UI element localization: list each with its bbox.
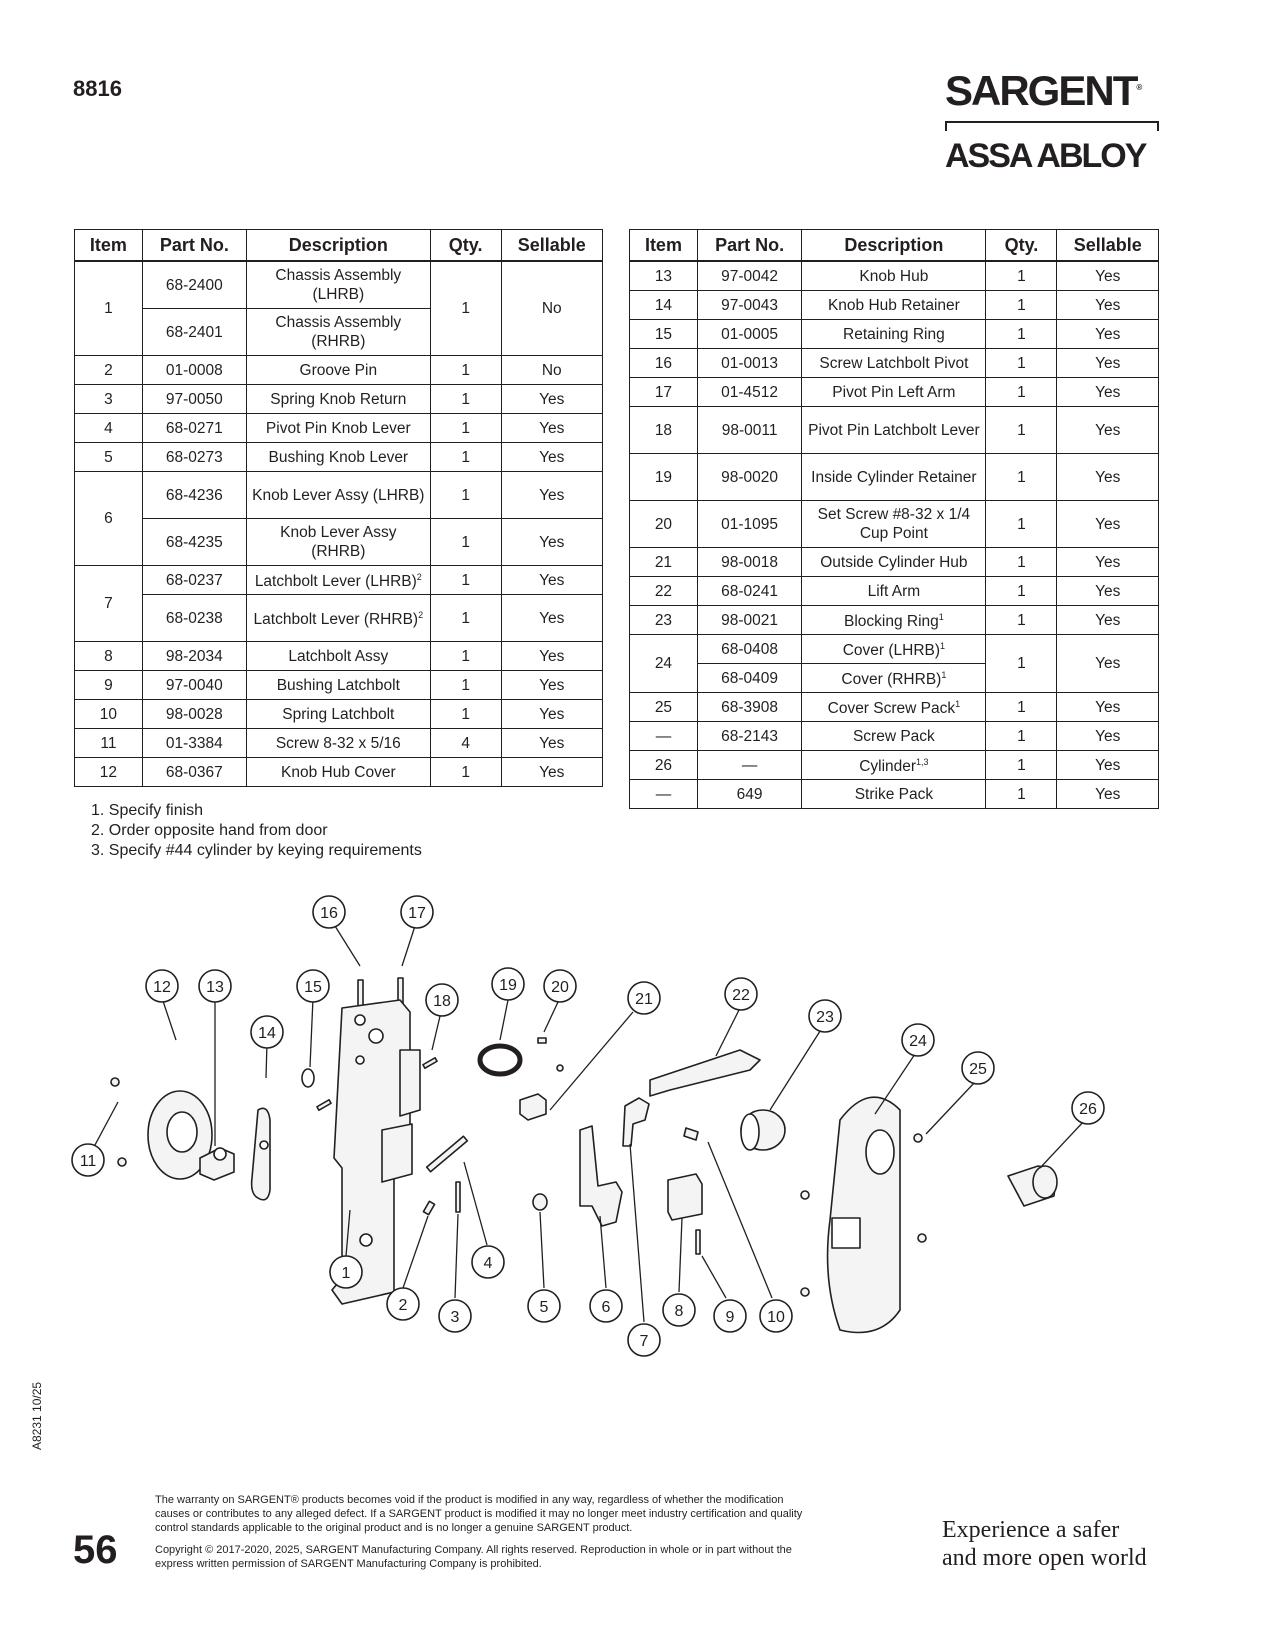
callout-label: 8	[674, 1303, 684, 1320]
header-sellable: Sellable	[1057, 230, 1159, 262]
part-groove-pin	[423, 1201, 434, 1214]
cell-sellable: Yes	[1057, 261, 1159, 291]
page-number: 56	[73, 1528, 118, 1572]
cell-item: 11	[75, 729, 143, 758]
cell-sellable: Yes	[501, 414, 602, 443]
cell-part: —	[697, 751, 801, 780]
part-cover-screw	[801, 1288, 809, 1296]
part-latchbolt-lever	[623, 1098, 649, 1146]
cell-sellable: Yes	[1057, 548, 1159, 577]
part-retainer-hole	[260, 1141, 268, 1149]
cell-sellable: Yes	[1057, 635, 1159, 693]
table-row	[75, 385, 603, 414]
table-row	[75, 642, 603, 671]
cell-item: 17	[630, 378, 698, 407]
part-cover-screw	[914, 1134, 922, 1142]
part-chassis-hole	[355, 1015, 365, 1025]
table-row	[630, 548, 1159, 577]
cell-part: 68-2143	[697, 722, 801, 751]
cell-item: 9	[75, 671, 143, 700]
callout-label: 24	[909, 1033, 927, 1050]
cell-desc: Spring Latchbolt	[246, 700, 430, 729]
tagline	[942, 1516, 1172, 1572]
leader-line	[770, 1028, 822, 1110]
callout-label: 3	[450, 1309, 460, 1326]
cell-qty: 1	[430, 700, 501, 729]
callout-label: 9	[725, 1309, 735, 1326]
cell-item: 12	[75, 758, 143, 787]
cell-item: 16	[630, 349, 698, 378]
callout-label: 19	[499, 977, 517, 994]
cell-qty: 1	[986, 454, 1057, 501]
table-row	[75, 472, 603, 519]
cell-part: 68-2401	[142, 309, 246, 356]
cell-desc: Cylinder$^{1,3}$	[802, 751, 986, 780]
cell-qty: 1	[986, 548, 1057, 577]
header-part-no: Part No.	[142, 230, 246, 262]
part-outside-cylinder-hub	[520, 1094, 546, 1120]
cell-desc: Chassis Assembly (RHRB)	[246, 309, 430, 356]
callout-label: 23	[816, 1009, 834, 1026]
part-pivot-pin-knob-lever	[427, 1136, 468, 1171]
cell-part: 68-0241	[697, 577, 801, 606]
cell-sellable: Yes	[1057, 291, 1159, 320]
cell-sellable: No	[501, 261, 602, 356]
table-row	[630, 751, 1159, 780]
cell-part: 97-0040	[142, 671, 246, 700]
table-row	[75, 758, 603, 787]
cell-qty: 1	[986, 577, 1057, 606]
cell-item: 7	[75, 566, 143, 642]
part-chassis-bracket	[400, 1050, 420, 1116]
cell-desc: Strike Pack	[802, 780, 986, 809]
cell-part: 68-0408	[697, 635, 801, 664]
leader-line	[550, 1012, 633, 1110]
callout-label: 22	[732, 987, 750, 1004]
cell-sellable: Yes	[1057, 577, 1159, 606]
table-row	[75, 519, 603, 566]
cell-qty: 1	[986, 501, 1057, 548]
cell-qty: 1	[430, 519, 501, 566]
cell-item: 8	[75, 642, 143, 671]
leader-line	[402, 926, 415, 966]
cell-desc: Spring Knob Return	[246, 385, 430, 414]
cell-desc: Knob Hub Retainer	[802, 291, 986, 320]
cell-desc: Outside Cylinder Hub	[802, 548, 986, 577]
cell-qty: 1	[430, 443, 501, 472]
part-cover-cylinder-hole	[866, 1130, 894, 1174]
leader-line	[162, 998, 176, 1040]
cell-part: 68-0237	[142, 566, 246, 595]
cell-sellable: Yes	[501, 700, 602, 729]
callout-label: 1	[341, 1265, 351, 1282]
cell-desc: Bushing Knob Lever	[246, 443, 430, 472]
cell-item: 1	[75, 261, 143, 356]
cell-part: 68-0273	[142, 443, 246, 472]
cell-part: 68-0367	[142, 758, 246, 787]
table-row	[630, 780, 1159, 809]
cell-item: 18	[630, 407, 698, 454]
cell-part: 98-0021	[697, 606, 801, 635]
cell-part: 01-0013	[697, 349, 801, 378]
part-pivot-pin-latchbolt-lever	[423, 1058, 437, 1068]
header-item: Item	[75, 230, 143, 262]
table-row	[75, 414, 603, 443]
callout-label: 17	[408, 905, 426, 922]
cell-sellable: Yes	[1057, 693, 1159, 722]
part-chassis-hole	[369, 1029, 383, 1043]
cell-item: 15	[630, 320, 698, 349]
header-qty: Qty.	[430, 230, 501, 262]
cell-qty: 4	[430, 729, 501, 758]
part-chassis-hole	[356, 1056, 364, 1064]
cell-qty: 1	[430, 758, 501, 787]
model-number: 8816	[73, 76, 122, 101]
table-row	[75, 700, 603, 729]
part-lift-arm	[650, 1050, 760, 1096]
cell-desc: Knob Lever Assy (LHRB)	[246, 472, 430, 519]
part-set-screw-head	[557, 1065, 563, 1071]
table-row	[630, 349, 1159, 378]
cell-sellable: No	[501, 356, 602, 385]
part-bushing-latchbolt	[696, 1230, 700, 1254]
parts-table-right	[629, 229, 1159, 809]
callout-label: 2	[398, 1297, 408, 1314]
cell-qty: 1	[430, 472, 501, 519]
part-blocking-ring-face	[741, 1114, 759, 1150]
cell-qty: 1	[986, 320, 1057, 349]
header-item: Item	[630, 230, 698, 262]
cell-sellable: Yes	[1057, 780, 1159, 809]
cell-desc: Pivot Pin Left Arm	[802, 378, 986, 407]
cell-desc: Inside Cylinder Retainer	[802, 454, 986, 501]
cell-qty: 1	[430, 595, 501, 642]
callout-label: 11	[79, 1153, 97, 1170]
table-row	[75, 443, 603, 472]
cell-qty: 1	[430, 642, 501, 671]
leader-line	[310, 998, 313, 1067]
part-spring-latchbolt	[684, 1128, 698, 1140]
logo-bracket	[945, 121, 1159, 131]
cell-item: —	[630, 722, 698, 751]
cell-item: 26	[630, 751, 698, 780]
cell-desc: Cover (RHRB)$^1$	[802, 664, 986, 693]
part-knob-hub-bore	[214, 1148, 226, 1160]
part-latchbolt-assy	[668, 1174, 702, 1220]
cell-sellable: Yes	[501, 758, 602, 787]
table-row	[630, 378, 1159, 407]
leader-line	[702, 1256, 726, 1298]
table-row	[75, 729, 603, 758]
cell-sellable: Yes	[501, 385, 602, 414]
part-retaining-ring	[302, 1069, 314, 1087]
cell-desc: Pivot Pin Knob Lever	[246, 414, 430, 443]
leader-line	[926, 1082, 975, 1134]
leader-line	[464, 1162, 487, 1245]
cell-item: 22	[630, 577, 698, 606]
cell-item: 23	[630, 606, 698, 635]
cell-part: 01-4512	[697, 378, 801, 407]
cell-qty: 1	[430, 356, 501, 385]
leader-line	[679, 1218, 682, 1292]
cell-desc: Cover (LHRB)$^1$	[802, 635, 986, 664]
part-chassis-hole	[360, 1234, 372, 1246]
cell-qty: 1	[986, 261, 1057, 291]
document-code: A8231 10/25	[30, 1381, 44, 1450]
cell-desc: Latchbolt Assy	[246, 642, 430, 671]
footnote: 1. Specify finish	[91, 802, 204, 819]
cell-part: 97-0050	[142, 385, 246, 414]
header-description: Description	[802, 230, 986, 262]
cell-desc: Chassis Assembly (LHRB)	[246, 261, 430, 309]
cell-item: 25	[630, 693, 698, 722]
cell-item: 19	[630, 454, 698, 501]
cell-sellable: Yes	[1057, 320, 1159, 349]
cell-part: 68-0409	[697, 664, 801, 693]
cell-part: 97-0043	[697, 291, 801, 320]
cell-qty: 1	[430, 385, 501, 414]
part-knob-hub-cover-hole	[167, 1112, 197, 1152]
leader-line	[403, 1216, 428, 1288]
callout-label: 13	[206, 979, 224, 996]
header-qty: Qty.	[986, 230, 1057, 262]
tagline-line: Experience a safer	[942, 1517, 1120, 1543]
part-screw	[118, 1158, 126, 1166]
cell-desc: Knob Lever Assy (RHRB)	[246, 519, 430, 566]
callout-label: 18	[433, 993, 451, 1010]
table-header-row	[630, 230, 1159, 262]
cell-part: 98-0011	[697, 407, 801, 454]
cell-part: 649	[697, 780, 801, 809]
cell-desc: Screw Latchbolt Pivot	[802, 349, 986, 378]
cell-desc: Groove Pin	[246, 356, 430, 385]
part-cover	[828, 1097, 900, 1332]
cell-sellable: Yes	[501, 566, 602, 595]
cell-part: 68-0271	[142, 414, 246, 443]
part-knob-hub-retainer	[252, 1108, 270, 1199]
callout-label: 7	[639, 1333, 649, 1350]
callout-label: 5	[539, 1299, 549, 1316]
cell-sellable: Yes	[501, 595, 602, 642]
cell-desc: Latchbolt Lever (RHRB)$^2$	[246, 595, 430, 642]
cell-qty: 1	[986, 606, 1057, 635]
cell-desc: Lift Arm	[802, 577, 986, 606]
table-row	[630, 291, 1159, 320]
part-screw	[111, 1078, 119, 1086]
cell-qty: 1	[986, 722, 1057, 751]
cell-sellable: Yes	[1057, 722, 1159, 751]
table-row	[630, 606, 1159, 635]
cell-part: 98-0020	[697, 454, 801, 501]
table-row	[630, 501, 1159, 548]
callout-label: 15	[304, 979, 322, 996]
cell-sellable: Yes	[1057, 407, 1159, 454]
cell-desc: Latchbolt Lever (LHRB)$^2$	[246, 566, 430, 595]
cell-part: 98-0028	[142, 700, 246, 729]
table-row	[75, 671, 603, 700]
leader-line	[544, 1002, 558, 1032]
table-row	[630, 577, 1159, 606]
table-row	[630, 693, 1159, 722]
part-cover-window	[832, 1218, 860, 1248]
cell-qty: 1	[986, 780, 1057, 809]
cell-part: 01-0005	[697, 320, 801, 349]
sargent-wordmark: SARGENT®	[945, 67, 1143, 114]
leader-line	[335, 926, 360, 966]
exploded-parts-diagram	[60, 905, 1180, 1410]
cell-part: 97-0042	[697, 261, 801, 291]
cell-desc: Cover Screw Pack$^1$	[802, 693, 986, 722]
table-row	[630, 454, 1159, 501]
cell-part: 98-0018	[697, 548, 801, 577]
parts-table-left	[74, 229, 603, 787]
cell-item: 13	[630, 261, 698, 291]
footnotes	[91, 801, 422, 861]
table-row	[630, 320, 1159, 349]
cell-part: 68-3908	[697, 693, 801, 722]
table-row	[630, 261, 1159, 291]
cell-desc: Screw 8-32 x 5/16	[246, 729, 430, 758]
footnote: 3. Specify #44 cylinder by keying requirements	[91, 842, 422, 859]
callout-label: 12	[153, 979, 171, 996]
cell-sellable: Yes	[501, 519, 602, 566]
cell-desc: Bushing Latchbolt	[246, 671, 430, 700]
cell-sellable: Yes	[1057, 606, 1159, 635]
leader-line	[600, 1216, 606, 1288]
table-header-row	[75, 230, 603, 262]
cell-item: 3	[75, 385, 143, 414]
cell-sellable: Yes	[1057, 454, 1159, 501]
cell-sellable: Yes	[501, 443, 602, 472]
callout-label: 20	[551, 979, 569, 996]
cell-qty: 1	[430, 671, 501, 700]
cell-qty: 1	[986, 693, 1057, 722]
cell-sellable: Yes	[1057, 378, 1159, 407]
part-small-pin	[317, 1100, 331, 1110]
leader-line	[630, 1144, 644, 1322]
cell-qty: 1	[986, 407, 1057, 454]
callout-label: 14	[258, 1025, 276, 1042]
header-description: Description	[246, 230, 430, 262]
cell-qty: 1	[986, 635, 1057, 693]
part-cover-screw	[918, 1234, 926, 1242]
callout-label: 4	[483, 1255, 493, 1272]
cell-part: 98-2034	[142, 642, 246, 671]
cell-sellable: Yes	[1057, 501, 1159, 548]
tagline-line: and more open world	[942, 1545, 1147, 1571]
part-knob-lever-assy	[580, 1126, 622, 1226]
cell-sellable: Yes	[501, 642, 602, 671]
cell-desc: Knob Hub Cover	[246, 758, 430, 787]
cell-desc: Pivot Pin Latchbolt Lever	[802, 407, 986, 454]
cell-part: 01-3384	[142, 729, 246, 758]
cell-desc: Set Screw #8-32 x 1/4 Cup Point	[802, 501, 986, 548]
header-sellable: Sellable	[501, 230, 602, 262]
callout-label: 26	[1079, 1101, 1097, 1118]
cell-part: 01-1095	[697, 501, 801, 548]
cell-item: 5	[75, 443, 143, 472]
leader-line	[540, 1212, 544, 1288]
leader-line	[1040, 1120, 1085, 1168]
callout-label: 6	[601, 1299, 611, 1316]
cell-part: 68-4235	[142, 519, 246, 566]
warranty-text: The warranty on SARGENT® products becomes void if the product is modified in any way, regardless of whether the modification causes or contributes to any alleged defect. If a SARGENT product is modified it may no longer meet industry certification and quality control standards applicable to the original product and is no longer a genuine SARGENT product.	[155, 1494, 803, 1534]
cell-sellable: Yes	[501, 729, 602, 758]
part-spring-knob-return	[456, 1182, 460, 1212]
cell-item: 14	[630, 291, 698, 320]
part-set-screw	[538, 1038, 546, 1043]
cell-item: 24	[630, 635, 698, 693]
callout-label: 16	[320, 905, 338, 922]
leader-line	[716, 1008, 740, 1056]
table-row	[75, 595, 603, 642]
leader-line	[455, 1214, 458, 1298]
callout-label: 25	[969, 1061, 987, 1078]
cell-qty: 1	[430, 414, 501, 443]
leader-line	[432, 1012, 441, 1050]
callout-label: 10	[767, 1309, 785, 1326]
cell-qty: 1	[986, 751, 1057, 780]
cell-sellable: Yes	[1057, 751, 1159, 780]
callout-label: 21	[635, 991, 653, 1008]
cell-item: 4	[75, 414, 143, 443]
cell-item: 6	[75, 472, 143, 566]
cell-qty: 1	[986, 349, 1057, 378]
cell-part: 68-0238	[142, 595, 246, 642]
cell-item: 20	[630, 501, 698, 548]
assa-abloy-wordmark: ASSA ABLOY	[945, 137, 1146, 175]
part-inside-cylinder-retainer	[480, 1046, 520, 1074]
cell-qty: 1	[430, 566, 501, 595]
table-row	[75, 261, 603, 309]
cell-part: 68-4236	[142, 472, 246, 519]
cell-desc: Screw Pack	[802, 722, 986, 751]
cell-part: 68-2400	[142, 261, 246, 309]
leader-line	[500, 1000, 508, 1040]
cell-desc: Knob Hub	[802, 261, 986, 291]
cell-qty: 1	[986, 291, 1057, 320]
part-cover-screw	[801, 1191, 809, 1199]
cell-part: 01-0008	[142, 356, 246, 385]
cell-sellable: Yes	[501, 671, 602, 700]
cell-item: 21	[630, 548, 698, 577]
part-cylinder-face	[1033, 1166, 1057, 1198]
cell-item: 10	[75, 700, 143, 729]
cell-desc: Blocking Ring$^1$	[802, 606, 986, 635]
leader-line	[708, 1142, 772, 1298]
cell-sellable: Yes	[501, 472, 602, 519]
cell-qty: 1	[430, 261, 501, 356]
cell-item: 2	[75, 356, 143, 385]
part-chassis-bracket	[382, 1124, 412, 1182]
table-row	[630, 407, 1159, 454]
cell-qty: 1	[986, 378, 1057, 407]
table-row	[630, 722, 1159, 751]
brand-logo	[945, 66, 1165, 176]
footnote: 2. Order opposite hand from door	[91, 822, 328, 839]
table-row	[75, 356, 603, 385]
header-part-no: Part No.	[697, 230, 801, 262]
cell-desc: Retaining Ring	[802, 320, 986, 349]
table-row	[75, 566, 603, 595]
table-row	[630, 635, 1159, 664]
part-bushing-knob-lever	[533, 1194, 547, 1210]
cell-item: —	[630, 780, 698, 809]
copyright-text: Copyright © 2017-2020, 2025, SARGENT Manufacturing Company. All rights reserved. Reproduction in whole or in part without the express written permission of SARGENT Manufacturing Company is prohibited.	[155, 1544, 792, 1570]
cell-sellable: Yes	[1057, 349, 1159, 378]
